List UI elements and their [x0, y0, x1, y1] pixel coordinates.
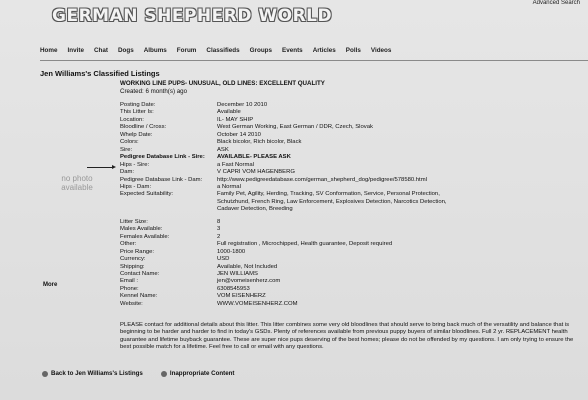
detail-value: 1000-1800	[217, 248, 246, 255]
detail-value: 8	[217, 218, 221, 225]
detail-row	[120, 301, 447, 308]
detail-value: October 14 2010	[217, 131, 261, 138]
detail-row	[120, 271, 447, 278]
detail-value: 6308545953	[217, 285, 250, 292]
detail-key: Phone:	[120, 285, 139, 292]
detail-key: Contact Name:	[120, 270, 160, 277]
detail-value[interactable]: http://www.pedigreedatabase.com/german_shepherd_dog/pedigree/578580.html	[217, 176, 427, 183]
detail-value: IL- MAY SHIP	[217, 116, 254, 123]
detail-key: Whelp Date:	[120, 131, 153, 138]
detail-key: Website:	[120, 300, 143, 307]
details-table	[120, 102, 447, 308]
detail-value: West German Working, East German / DDR, Czech, Slovak	[217, 124, 373, 131]
detail-key: Pedigree Database Link - Dam:	[120, 176, 203, 183]
detail-row	[120, 241, 447, 248]
main-nav	[40, 47, 401, 54]
detail-value: Schutzhund, French Ring, Law Enforcement, Explosives Detection, Narcotics Detection,	[217, 198, 447, 205]
detail-row	[120, 124, 447, 131]
detail-value: V CAPRI VOM HAGENBERG	[217, 169, 295, 176]
listing-description: PLEASE contact for additional details about this litter. This litter combines some very old bloodlines that should serve to bring back much of the versatility and balance that is beginning to be harder and harder to find in today's GSDs. Plenty of references available from previous puppy buyers of similar bloodlines. Full 2 yr. REPLACEMENT health guarantee and lifetime buyback guarantee. These are super nice pups deserving of the best homes; please do not be offended by my questions. I am only trying to ensure the best possible match for a lifetime. Feel free to call or email with any questions.	[120, 322, 574, 351]
detail-key: Bloodline / Cross:	[120, 124, 167, 131]
arrow-icon	[87, 167, 113, 168]
detail-value: December 10 2010	[217, 102, 268, 108]
detail-value: AVAILABLE- PLEASE ASK	[217, 154, 291, 161]
detail-row	[120, 286, 447, 293]
detail-row	[120, 109, 447, 116]
nav-item-classifieds[interactable]: Classifieds	[206, 47, 240, 54]
detail-row	[120, 177, 447, 184]
detail-row	[120, 249, 447, 256]
detail-value: 2	[217, 233, 221, 240]
footer-actions	[42, 370, 234, 377]
detail-key	[120, 206, 217, 213]
more-link[interactable]: More	[43, 282, 58, 288]
detail-key: Females Available:	[120, 233, 170, 240]
detail-value: a Fast Normal	[217, 161, 254, 168]
detail-value: ASK	[217, 146, 229, 153]
nav-divider	[40, 60, 588, 61]
nav-item-albums[interactable]: Albums	[143, 47, 167, 54]
no-photo-placeholder: no photo available	[61, 174, 93, 192]
report-inappropriate-link[interactable]	[161, 370, 235, 377]
detail-value: Available, Not Included	[217, 263, 278, 270]
detail-value: Cadaver Detection, Breeding	[217, 206, 293, 213]
report-inappropriate-label: Inappropriate Content	[169, 370, 235, 377]
detail-row	[120, 191, 447, 198]
detail-key: Shipping:	[120, 263, 145, 270]
detail-row	[120, 132, 447, 139]
detail-row	[120, 139, 447, 146]
detail-key: Expected Suitability:	[120, 191, 174, 198]
detail-key: Price Range:	[120, 248, 155, 255]
detail-key	[120, 199, 217, 206]
back-to-listings-link[interactable]	[42, 370, 143, 377]
detail-row	[120, 184, 447, 191]
detail-value: a Normal	[217, 183, 241, 190]
detail-row	[120, 234, 447, 241]
detail-key: Kennel Name:	[120, 293, 158, 300]
nav-item-groups[interactable]: Groups	[249, 47, 273, 54]
detail-value: USD	[217, 256, 230, 263]
detail-row	[120, 264, 447, 271]
detail-key: Colors:	[120, 139, 139, 146]
detail-key: Litter Size:	[120, 218, 148, 225]
detail-row	[120, 293, 447, 300]
nav-item-polls[interactable]: Polls	[345, 47, 361, 54]
detail-value: Family Pet, Agility, Herding, Tracking, SV Conformation, Service, Personal Protection,	[217, 191, 440, 198]
detail-key: Pedigree Database Link - Sire:	[120, 154, 205, 161]
detail-key: Dam:	[120, 169, 135, 176]
listing-created: Created: 6 month(s) ago	[120, 87, 188, 95]
detail-row	[120, 199, 447, 206]
detail-key: Hips - Dam:	[120, 183, 152, 190]
detail-row	[120, 206, 447, 213]
detail-key: Other:	[120, 241, 137, 248]
detail-key: Location:	[120, 116, 144, 123]
nav-item-forum[interactable]: Forum	[176, 47, 197, 54]
detail-row	[120, 102, 447, 109]
header	[0, 0, 588, 36]
detail-row	[120, 219, 447, 226]
detail-value: 3	[217, 226, 221, 233]
detail-value: Black bicolor, Rich bicolor, Black	[217, 139, 302, 146]
detail-key: This Litter Is:	[120, 109, 154, 116]
detail-key: Email :	[120, 278, 139, 285]
listing-header	[120, 80, 325, 95]
detail-key: Currency:	[120, 256, 146, 263]
back-to-listings-label: Back to Jen Williams's Listings	[51, 370, 143, 377]
nav-item-videos[interactable]: Videos	[370, 47, 392, 54]
detail-row	[120, 226, 447, 233]
nav-item-chat[interactable]: Chat	[93, 47, 108, 54]
detail-value: JEN WILLIAMS	[217, 270, 258, 277]
detail-value[interactable]: jen@vomeisenherz.com	[217, 278, 281, 285]
nav-item-articles[interactable]: Articles	[312, 47, 336, 54]
listing-owner-title: Jen Williams's Classified Listings	[40, 69, 160, 78]
detail-key: Sire:	[120, 146, 133, 153]
advanced-search-link[interactable]: Advanced Search	[532, 0, 580, 6]
detail-value: Available	[217, 109, 241, 116]
detail-row	[120, 154, 447, 161]
nav-item-invite[interactable]: Invite	[67, 47, 84, 54]
detail-key: Posting Date:	[120, 102, 156, 108]
nav-item-dogs[interactable]: Dogs	[117, 47, 134, 54]
detail-row	[120, 169, 447, 176]
detail-value: Full registration , Microchipped, Health guarantee, Deposit required	[217, 241, 393, 248]
nav-item-events[interactable]: Events	[282, 47, 303, 54]
detail-key: Males Available:	[120, 226, 163, 233]
site-logo[interactable]: GERMAN SHEPHERD WORLD	[52, 6, 333, 26]
back-arrow-icon	[42, 371, 48, 377]
detail-key: Hips - Sire:	[120, 161, 150, 168]
detail-value: WWW.VOMEISENHERZ.COM	[217, 300, 298, 307]
detail-row	[120, 278, 447, 285]
detail-row	[120, 256, 447, 263]
detail-value: VOM EISENHERZ	[217, 293, 266, 300]
nav-item-home[interactable]: Home	[40, 47, 58, 54]
detail-row	[120, 147, 447, 154]
flag-icon	[161, 371, 167, 377]
detail-row	[120, 117, 447, 124]
detail-row	[120, 162, 447, 169]
listing-headline: WORKING LINE PUPS- UNUSUAL, OLD LINES: EXCELLENT QUALITY	[120, 80, 325, 87]
